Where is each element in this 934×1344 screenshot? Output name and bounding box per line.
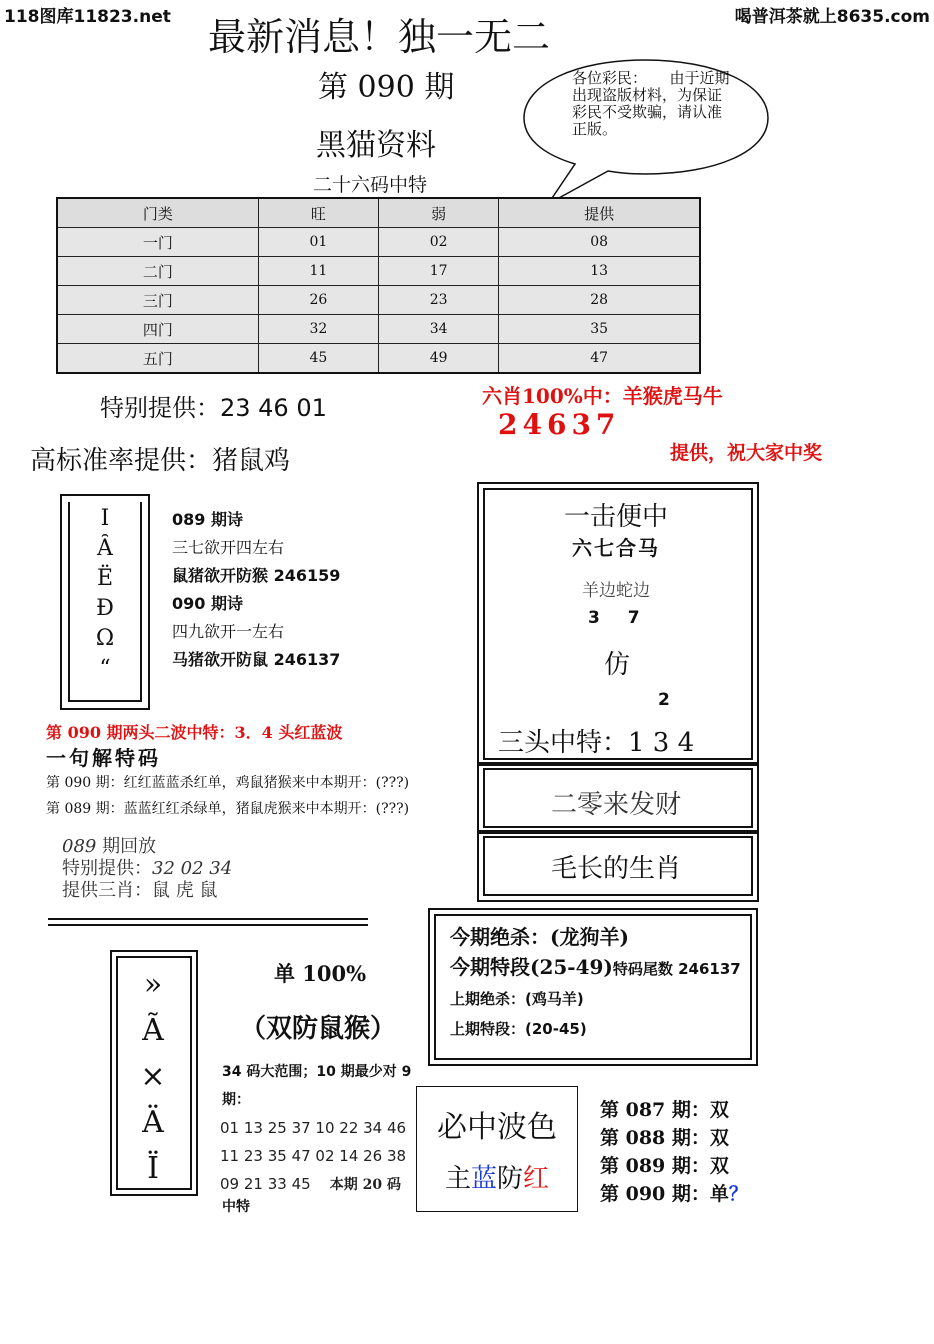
- kill-block: [450, 922, 741, 1044]
- site-right-link[interactable]: 喝普洱茶就上8635.com: [734, 7, 930, 27]
- table-cell: 11: [258, 257, 378, 286]
- page-title: 黑猫资料: [316, 128, 436, 163]
- wave-main-prefix: 主: [444, 1164, 471, 1194]
- table-header-cell: 门类: [57, 198, 258, 228]
- decor-glyph: Ä: [142, 1105, 164, 1140]
- accuracy-text: 高标准率提供：猪鼠鸡: [30, 446, 291, 476]
- table-cell: 17: [378, 257, 498, 286]
- kill-line: 上期特段：(20-45): [450, 1020, 587, 1038]
- table-row: [57, 257, 700, 286]
- two-head-line: 第 090 期两头二波中特：3．4 头红蓝波: [46, 723, 343, 742]
- poem-line: 089 期诗: [172, 510, 243, 529]
- table-row: [57, 315, 700, 344]
- six-zodiac-label: 六肖100%中：羊猴虎马牛: [482, 384, 723, 408]
- history-question: ？: [728, 1183, 748, 1205]
- decor-glyph: Ã: [142, 1013, 164, 1048]
- kill-segment-range: (25-49): [530, 955, 613, 979]
- history-list: [600, 1096, 748, 1208]
- wave-main-color: 蓝: [470, 1164, 497, 1194]
- review-special-nums: 32 02 34: [152, 858, 233, 879]
- decor-glyphs: [90, 504, 120, 684]
- number-grid: [220, 1114, 406, 1199]
- table-header-row: [57, 198, 700, 228]
- special-numbers: 特别提供：23 46 01: [100, 394, 327, 422]
- page-subtitle: 二十六码中特: [313, 174, 428, 196]
- range-text: 34 码大范围；10 期最少对 9 期：: [222, 1064, 412, 1108]
- riddle-line: 第 089 期：蓝蓝红红杀绿单，猪鼠虎猴来中本期开：(???): [46, 801, 410, 817]
- poem-line: 四九欲开一左右: [172, 622, 285, 641]
- hit-fang: 仿: [604, 650, 631, 680]
- number-row-note: 本期 20 码: [329, 1177, 401, 1193]
- table-cell: 02: [378, 228, 498, 257]
- riddle-block: [46, 770, 409, 822]
- hit-title: 一击便中: [563, 502, 668, 532]
- kill-line: [450, 952, 741, 984]
- decor-glyph: Ȃ: [97, 536, 113, 561]
- history-item: 第 088 期：双: [600, 1127, 729, 1149]
- single-text: 单 100%: [274, 961, 367, 986]
- number-row: 01 13 25 37 10 22 34 46: [220, 1119, 407, 1137]
- poem-line: 鼠猪欲开防猴 246159: [172, 566, 341, 585]
- table-cell: 13: [499, 257, 700, 286]
- table-cell: 26: [258, 286, 378, 315]
- review-three: 提供三肖：鼠 虎 鼠: [62, 880, 218, 901]
- review-special: [62, 858, 232, 880]
- fortune-text: 二零来发财: [550, 790, 681, 820]
- number-table: [56, 197, 701, 374]
- decor-glyph: Ω: [95, 626, 115, 651]
- three-head-text: 三头中特：1 3 4: [498, 728, 695, 758]
- issue-number: 第 090 期: [318, 70, 455, 105]
- hit-numbers: 3 7: [588, 608, 640, 628]
- table-cell: 28: [499, 286, 700, 315]
- poem-line: 三七欲开四左右: [172, 538, 285, 557]
- table-cell: 五门: [57, 344, 258, 374]
- table-cell: 32: [258, 315, 378, 344]
- table-cell: 一门: [57, 228, 258, 257]
- hit-two: 2: [658, 690, 670, 710]
- table-cell: 35: [499, 315, 700, 344]
- review-title: [62, 836, 232, 858]
- table-row: [57, 228, 700, 257]
- history-item: 第 087 期：双: [600, 1099, 729, 1121]
- number-row-values: 09 21 33 45: [220, 1175, 311, 1193]
- review-special-label: 特别提供：: [62, 858, 152, 879]
- review-title-text: 期回放: [96, 836, 157, 857]
- number-tail: 中特: [222, 1199, 250, 1215]
- wave-guard-color: 红: [523, 1164, 550, 1194]
- poem-line: 马猪欲开防鼠 246137: [172, 650, 341, 669]
- review-issue: 089: [62, 836, 97, 857]
- kill-tail: 特码尾数 246137: [612, 960, 741, 978]
- history-item-text: 第 090 期：单: [600, 1183, 729, 1205]
- decor-glyph: Ⅰ: [100, 506, 110, 531]
- table-cell: 45: [258, 344, 378, 374]
- table-cell: 23: [378, 286, 498, 315]
- one-line-title: 一句解特码: [46, 746, 161, 770]
- decor-glyph: »: [143, 967, 163, 1002]
- bubble-notice-text: 各位彩民： 由于近期出现盗版材料，为保证彩民不受欺骗，请认准正版。: [572, 70, 730, 138]
- decor-glyph: ×: [140, 1059, 166, 1094]
- decor-glyph: Ð: [96, 596, 114, 621]
- headline: 最新消息！独一无二: [208, 15, 551, 59]
- zodiac-riddle-text: 毛长的生肖: [550, 854, 681, 884]
- decor-glyph: Ï: [147, 1151, 159, 1186]
- site-left-link[interactable]: 118图库11823.net: [4, 7, 171, 27]
- kill-line: 今期绝杀：(龙狗羊): [450, 925, 629, 949]
- six-zodiac-numbers: 24637: [498, 408, 621, 441]
- history-item: [600, 1180, 748, 1208]
- poem-line: 090 期诗: [172, 594, 243, 613]
- hit-side-text: 羊边蛇边: [582, 581, 650, 601]
- review-block: [62, 836, 232, 902]
- wave-main: [416, 1158, 578, 1195]
- decor-glyph: “: [99, 656, 111, 681]
- riddle-line: 第 090 期：红红蓝蓝杀红单，鸡鼠猪猴来中本期开：(???): [46, 775, 410, 791]
- wave-guard-prefix: 防: [497, 1164, 524, 1194]
- table-header-cell: 旺: [258, 198, 378, 228]
- table-cell: 三门: [57, 286, 258, 315]
- wish-text: 提供，祝大家中奖: [670, 442, 823, 464]
- table-header-cell: 提供: [499, 198, 700, 228]
- hit-subtitle: 六七合马: [572, 536, 660, 560]
- history-item: 第 089 期：双: [600, 1155, 729, 1177]
- decor-glyph: Ë: [96, 566, 114, 591]
- decor-glyphs-2: [128, 962, 178, 1192]
- table-cell: 08: [499, 228, 700, 257]
- table-cell: 47: [499, 344, 700, 374]
- wave-title: 必中波色: [437, 1110, 557, 1145]
- kill-line: 上期绝杀：(鸡马羊): [450, 990, 584, 1008]
- table-row: [57, 344, 700, 374]
- guard-text: （双防鼠猴）: [240, 1014, 397, 1044]
- table-header-cell: 弱: [378, 198, 498, 228]
- poem-block: [172, 506, 340, 674]
- table-cell: 四门: [57, 315, 258, 344]
- table-cell: 49: [378, 344, 498, 374]
- table-cell: 二门: [57, 257, 258, 286]
- number-row: [220, 1170, 406, 1199]
- number-row: 11 23 35 47 02 14 26 38: [220, 1147, 407, 1165]
- table-cell: 34: [378, 315, 498, 344]
- kill-segment-label: 今期特段: [450, 955, 530, 979]
- table-cell: 01: [258, 228, 378, 257]
- divider: [48, 918, 368, 926]
- table-row: [57, 286, 700, 315]
